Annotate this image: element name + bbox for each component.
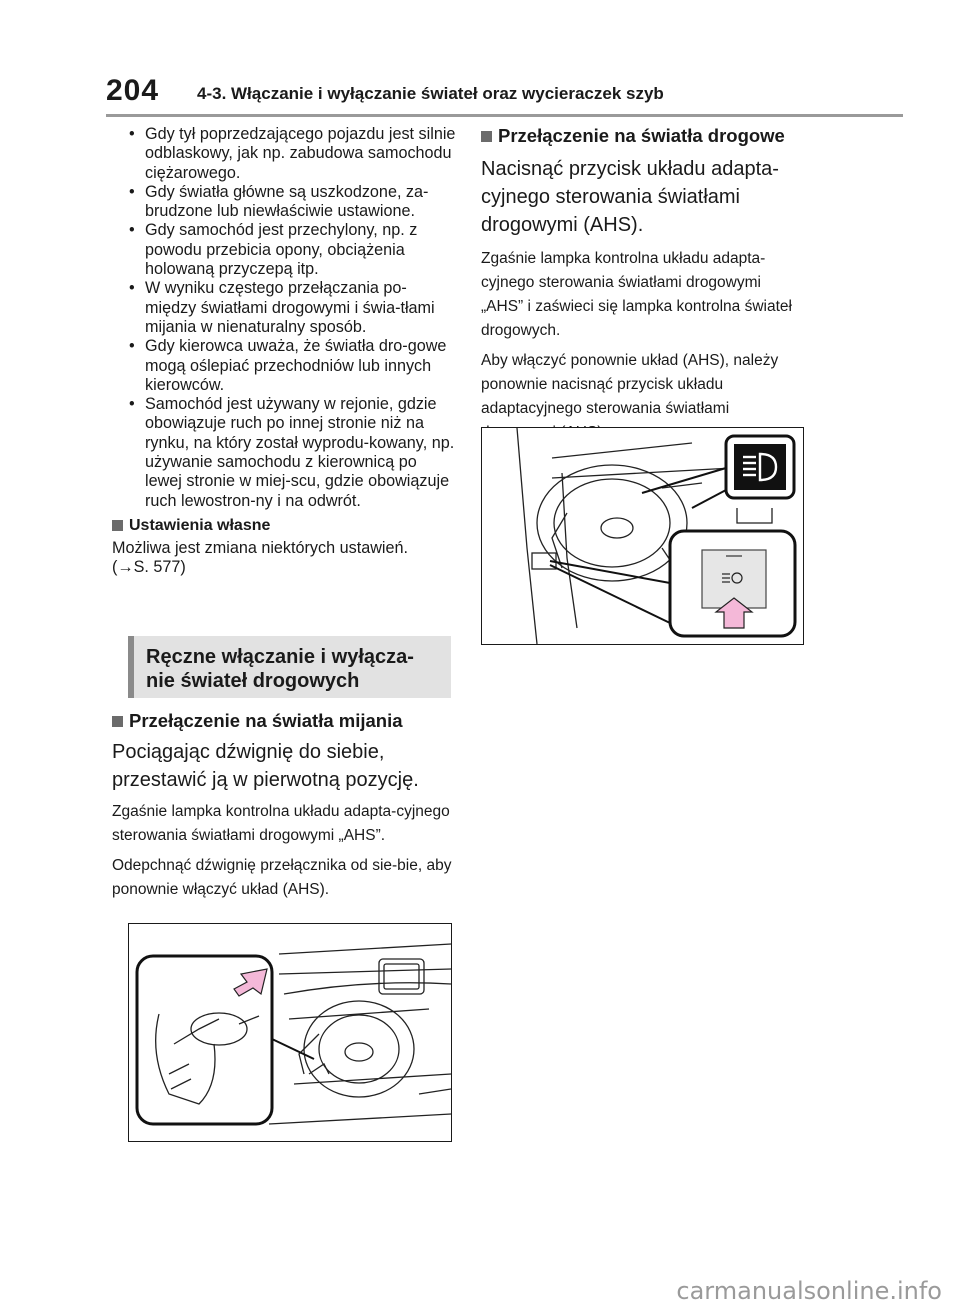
list-item: • Samochód jest używany w rejonie, gdzie obowiązuje ruch po innej stronie niż na rynku, na który został wyprodu-kowany, np. używanie samochodu z kierownicą po lewej stronie w miej-scu, gdzie obowiązuje ruch lewostron-ny i na odwrót. <box>112 395 457 511</box>
page-number: 204 <box>106 74 160 107</box>
section-band-title: Ręczne włączanie i wyłącza-nie świateł drogowych <box>128 636 451 698</box>
lever-illustration <box>128 923 452 1142</box>
low-beam-instruction: Pociągając dźwignię do siebie, przestawić ją w pierwotną pozycję. <box>112 741 419 791</box>
lever-illustration-icon <box>129 924 451 1141</box>
ahs-button-illustration <box>481 427 804 645</box>
square-bullet-icon <box>481 131 492 142</box>
high-beam-note-2: Aby włączyć ponownie układ (AHS), należy ponownie nacisnąć przycisk układu adaptacyjnego sterowania światłami <box>481 352 779 417</box>
page-reference-link[interactable]: (→S. 577) <box>112 558 186 577</box>
list-item: • Gdy światła główne są uszkodzone, za-brudzone lub niewłaściwie ustawione. <box>112 183 457 222</box>
list-item: • Gdy samochód jest przechylony, np. z powodu przebicia opony, obciążenia holowaną przyczepą itp. <box>112 221 457 279</box>
ahs-button-illustration-icon <box>482 428 803 644</box>
condition-list <box>112 125 457 511</box>
footer-watermark: carmanualsonline.info <box>676 1277 942 1305</box>
list-item: • Gdy kierowca uważa, że światła dro-gowe mogą oślepiać przechodniów lub innych kierowców. <box>112 337 457 395</box>
square-bullet-icon <box>112 520 123 531</box>
left-column <box>112 125 457 578</box>
low-beam-note-2: Odepchnąć dźwignię przełącznika od sie-bie, aby ponownie włączyć układ (AHS). <box>112 857 452 898</box>
high-beam-instruction: Nacisnąć przycisk układu adapta-cyjnego sterowania światłami drogowymi (AHS). <box>481 158 779 236</box>
low-beam-section <box>112 710 457 902</box>
section-title: 4-3. Włączanie i wyłączanie świateł oraz wycieraczek szyb <box>197 84 664 103</box>
list-item: • W wyniku częstego przełączania po-między światłami drogowymi i świa-tłami mijania w nienaturalny sposób. <box>112 279 457 337</box>
high-beam-note: Zgaśnie lampka kontrolna układu adapta-cyjnego sterowania światłami drogowymi „AHS” i zaświeci się lampka kontrolna świateł drogowych. <box>481 250 792 339</box>
low-beam-heading: Przełączenie na światła mijania <box>112 710 457 732</box>
right-column <box>481 125 803 445</box>
low-beam-note: Zgaśnie lampka kontrolna układu adapta-cyjnego sterowania światłami drogowymi „AHS”. <box>112 803 450 844</box>
high-beam-heading: Przełączenie na światła drogowe <box>481 125 803 147</box>
list-item: • Gdy tył poprzedzającego pojazdu jest silnie odblaskowy, jak np. zabudowa samochodu ciężarowego. <box>112 125 457 183</box>
square-bullet-icon <box>112 716 123 727</box>
custom-settings-text: Możliwa jest zmiana niektórych ustawień. <box>112 538 408 557</box>
custom-settings-heading: Ustawienia własne <box>112 517 457 535</box>
header-divider <box>106 114 903 117</box>
